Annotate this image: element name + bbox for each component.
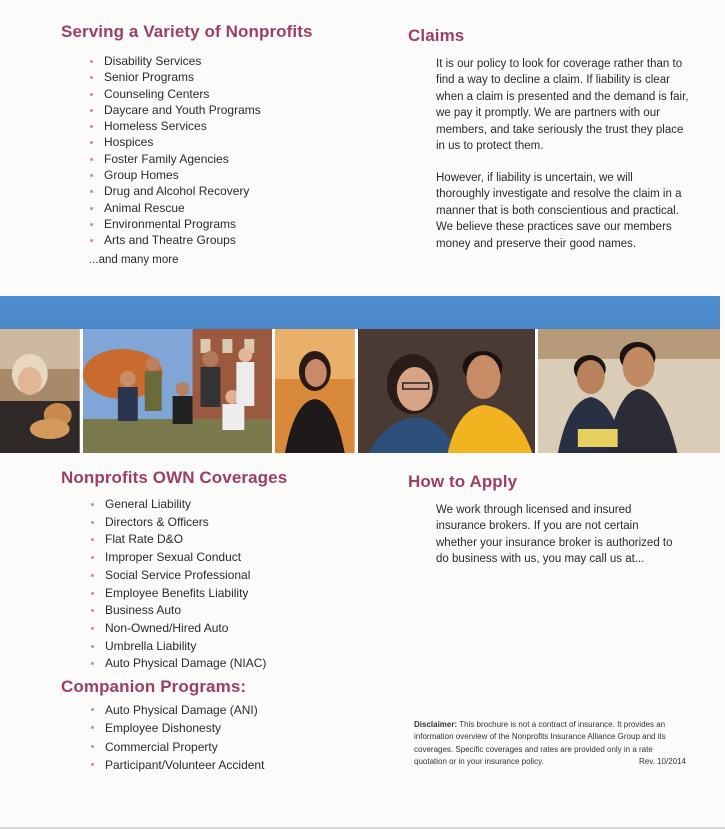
blue-band bbox=[0, 296, 720, 329]
serving-list bbox=[88, 53, 261, 249]
coverage-list-item: Umbrella Liability bbox=[89, 638, 266, 656]
claims-heading: Claims bbox=[408, 26, 465, 45]
companion-list-item: Employee Dishonesty bbox=[89, 719, 264, 737]
volunteer-group-photo bbox=[83, 329, 272, 453]
woman-with-cat-photo bbox=[0, 329, 80, 453]
coverage-list-item: Non-Owned/Hired Auto bbox=[89, 620, 266, 638]
coverage-list-item: Business Auto bbox=[89, 602, 266, 620]
disclaimer-label: Disclaimer: bbox=[414, 720, 458, 729]
serving-list-item: Environmental Programs bbox=[88, 216, 261, 232]
companion-list-item: Participant/Volunteer Accident bbox=[89, 756, 264, 774]
claims-paragraph-1: It is our policy to look for coverage rather than to find a way to decline a claim. If liability is clear when a claim is presented and the demand is fair, we pay it promptly. We are partners with our members, and take seriously the trust they place in us to protect them. bbox=[436, 58, 689, 153]
serving-list-item: Hospices bbox=[88, 134, 261, 150]
coverage-list-item: General Liability bbox=[89, 496, 266, 514]
companion-heading: Companion Programs: bbox=[61, 677, 247, 696]
claims-paragraph-2: However, if liability is uncertain, we will thoroughly investigate and resolve the claim in a manner that is both conscientious and practical. We believe these practices save our members money and preserve their good names. bbox=[436, 172, 682, 250]
disclaimer bbox=[414, 719, 686, 769]
serving-list-item: Homeless Services bbox=[88, 118, 261, 134]
serving-more: ...and many more bbox=[89, 254, 179, 266]
serving-list-item: Counseling Centers bbox=[88, 86, 261, 102]
serving-heading: Serving a Variety of Nonprofits bbox=[61, 22, 313, 41]
serving-list-item: Foster Family Agencies bbox=[88, 151, 261, 167]
coverages-heading: Nonprofits OWN Coverages bbox=[61, 468, 288, 487]
coverage-list-item: Flat Rate D&O bbox=[89, 531, 266, 549]
companion-list bbox=[89, 701, 264, 774]
apply-text: We work through licensed and insured insurance brokers. If you are not certain whether your insurance broker is authorized to do business with us, you may call us at... bbox=[436, 504, 673, 566]
coverage-list-item: Auto Physical Damage (NIAC) bbox=[89, 655, 266, 673]
coverage-list-item: Improper Sexual Conduct bbox=[89, 549, 266, 567]
coverage-list-item: Employee Benefits Liability bbox=[89, 585, 266, 603]
revision-date: Rev. 10/2014 bbox=[639, 757, 686, 767]
young-woman-photo bbox=[275, 329, 355, 453]
children-reading-photo bbox=[538, 329, 720, 453]
serving-list-item: Group Homes bbox=[88, 167, 261, 183]
serving-list-item: Animal Rescue bbox=[88, 200, 261, 216]
companion-list-item: Commercial Property bbox=[89, 738, 264, 756]
serving-list-item: Daycare and Youth Programs bbox=[88, 102, 261, 118]
serving-list-item: Disability Services bbox=[88, 53, 261, 69]
serving-list-item: Senior Programs bbox=[88, 69, 261, 85]
coverages-list bbox=[89, 496, 266, 673]
coverage-list-item: Directors & Officers bbox=[89, 514, 266, 532]
disclaimer-text: This brochure is not a contract of insurance. It provides an information overview of the Nonprofits Insurance Alliance Group and its coverages. Specific coverages and rates are provided only in a rate quotation or in your insurance policy. bbox=[414, 720, 666, 767]
photo-strip bbox=[0, 329, 720, 453]
serving-list-item: Drug and Alcohol Recovery bbox=[88, 183, 261, 199]
apply-heading: How to Apply bbox=[408, 472, 518, 491]
companion-list-item: Auto Physical Damage (ANI) bbox=[89, 701, 264, 719]
serving-list-item: Arts and Theatre Groups bbox=[88, 232, 261, 248]
coverage-list-item: Social Service Professional bbox=[89, 567, 266, 585]
smiling-couple-photo bbox=[358, 329, 535, 453]
